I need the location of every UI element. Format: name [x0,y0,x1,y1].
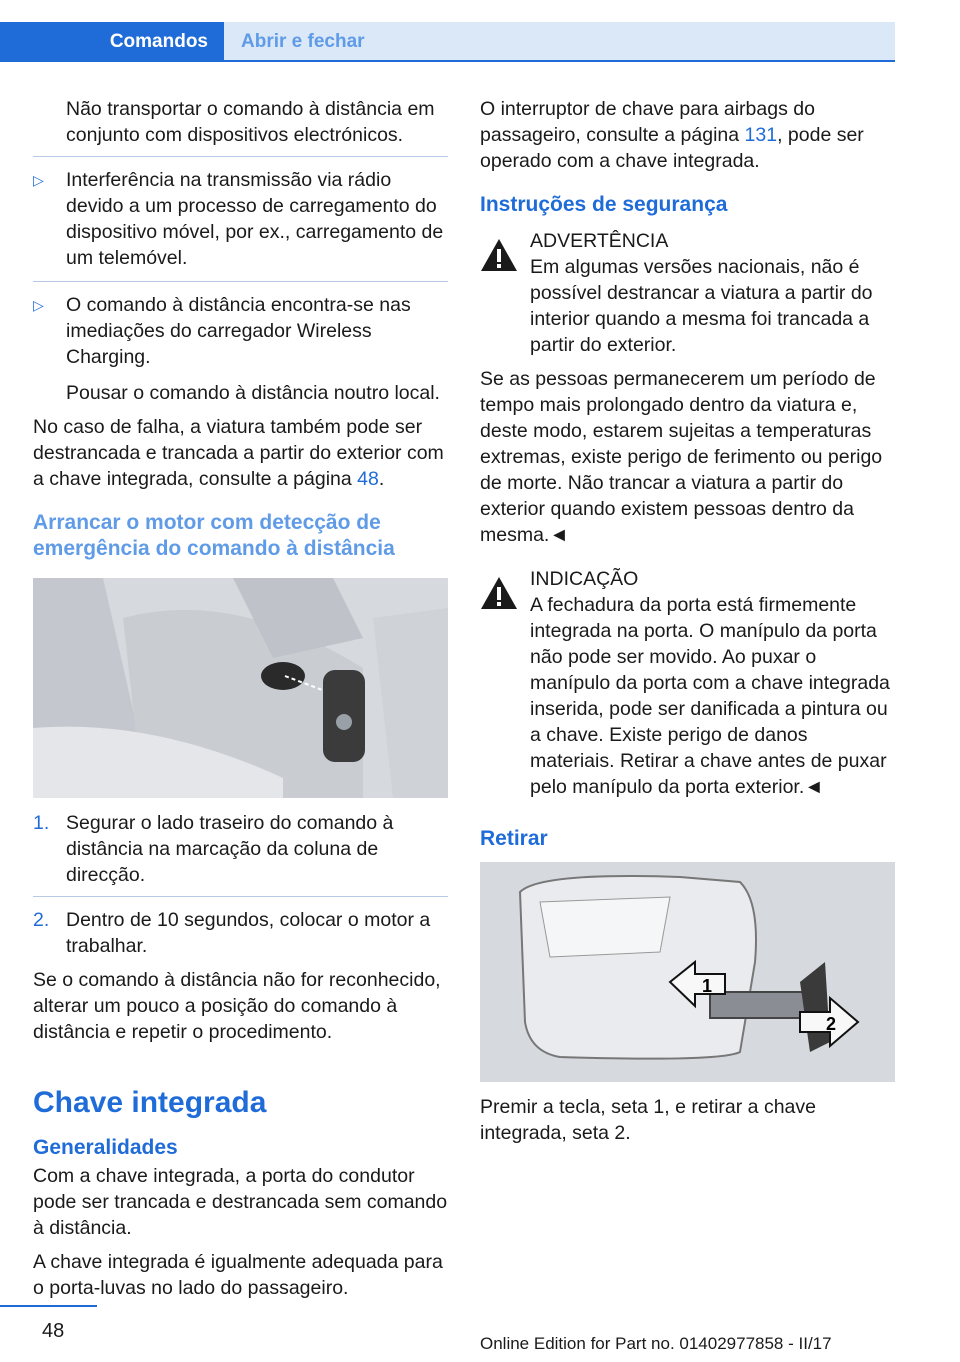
airbag-text: O interruptor de chave para airbags do passageiro, consulte a página [480,98,815,146]
airbag-text-end: , pode ser operado com a chave integrada. [480,124,864,172]
page-header [0,0,895,62]
left-column [33,96,448,1309]
steering-column-drawing [33,578,448,798]
arrow-label-1: 1 [702,976,713,996]
step-text: Dentro de 10 segundos, colocar o motor a trabalhar. [66,909,431,957]
general-paragraph-2: A chave integrada é igualmente adequada para o porta-luvas no lado do passageiro. [33,1251,443,1299]
warning-text: Em algumas versões nacionais, não é possível destrancar a viatura a partir do interior quando a mesma foi trancada a partir do exterior. [530,256,873,356]
intro-paragraph: Não transportar o comando à distância em conjunto com dispositivos electrónicos. [66,98,435,146]
warning-triangle-icon [480,238,518,272]
fail-text-end: . [378,468,385,490]
list-item-text: Interferência na transmissão via rádio devido a um processo de carregamento do dispositivo móvel, por ex., carregamento de um telemóvel. [66,169,444,269]
move-paragraph: Pousar o comando à distância noutro local. [66,382,440,404]
tab-abrir-e-fechar[interactable]: Abrir e fechar [224,22,895,62]
key-removal-drawing [480,862,895,1082]
steering-column-illustration [33,578,448,798]
notice-block [480,566,895,800]
section-heading-emergency-start: Arrancar o motor com detecção de emergência do comando à distância [33,511,395,560]
page-link-131[interactable]: 131 [744,124,778,146]
step-number: 2. [33,909,50,931]
page-link-48[interactable]: 48 [357,468,379,490]
separator [33,156,448,157]
section-heading-general: Generalidades [33,1136,178,1159]
warning-paragraph-1 [480,254,895,358]
section-heading-remove: Retirar [480,827,548,850]
warning-title: ADVERTÊNCIA [530,230,669,252]
warning-triangle-icon [480,576,518,610]
notice-paragraph [480,592,895,800]
arrow-label-2: 2 [826,1014,837,1034]
airbag-paragraph [480,96,895,174]
separator [33,896,448,897]
section-heading-safety: Instruções de segurança [480,193,728,216]
step-1 [33,810,448,888]
chapter-heading-integrated-key: Chave integrada [33,1086,267,1119]
fail-paragraph [33,414,448,492]
edition-note: Online Edition for Part no. 01402977858 - II/17 [480,1334,832,1353]
notice-title: INDICAÇÃO [530,568,639,590]
warning-block [480,228,895,358]
right-column [480,96,895,1154]
step-number: 1. [33,812,50,834]
separator [33,281,448,282]
triangle-bullet-icon: ▷ [33,297,44,313]
page-number: 48 [42,1320,65,1342]
triangle-bullet-icon: ▷ [33,172,44,188]
remove-paragraph: Premir a tecla, seta 1, e retirar a chave integrada, seta 2. [480,1096,816,1144]
step-text: Segurar o lado traseiro do comando à distância na marcação da coluna de direcção. [66,812,394,886]
step-2 [33,907,448,959]
footer-line [0,1305,97,1307]
list-item [33,167,448,271]
not-recognised-paragraph: Se o comando à distância não for reconhecido, alterar um pouco a posição do comando à distância e repetir o procedimento. [33,969,441,1043]
header-underline [0,60,895,62]
notice-text: A fechadura da porta está firmemente integrada na porta. O manípulo da porta não pode ser movido. Ao puxar o manípulo da porta com a chave integrada inserida, pode ser danificada a pintura ou a chave. Existe perigo de danos materiais. Retirar a chave antes de puxar pelo manípulo da porta exterior.◄ [530,594,890,798]
tab-comandos[interactable]: Comandos [0,22,224,62]
fail-text: No caso de falha, a viatura também pode ser destrancada e trancada a partir do exterior com a chave integrada, consulte a página [33,416,444,490]
list-item-text: O comando à distância encontra-se nas imediações do carregador Wireless Charging. [66,294,411,368]
key-removal-illustration [480,862,895,1082]
general-paragraph-1: Com a chave integrada, a porta do condutor pode ser trancada e destrancada sem comando à distância. [33,1165,448,1239]
list-item [33,292,448,370]
warning-paragraph-2: Se as pessoas permanecerem um período de tempo mais prolongado dentro da viatura e, deste modo, estarem sujeitas a temperaturas extremas, existe perigo de ferimento ou perigo de morte. Não trancar a viatura a partir do exterior quando existem pessoas dentro da mesma.◄ [480,368,883,546]
